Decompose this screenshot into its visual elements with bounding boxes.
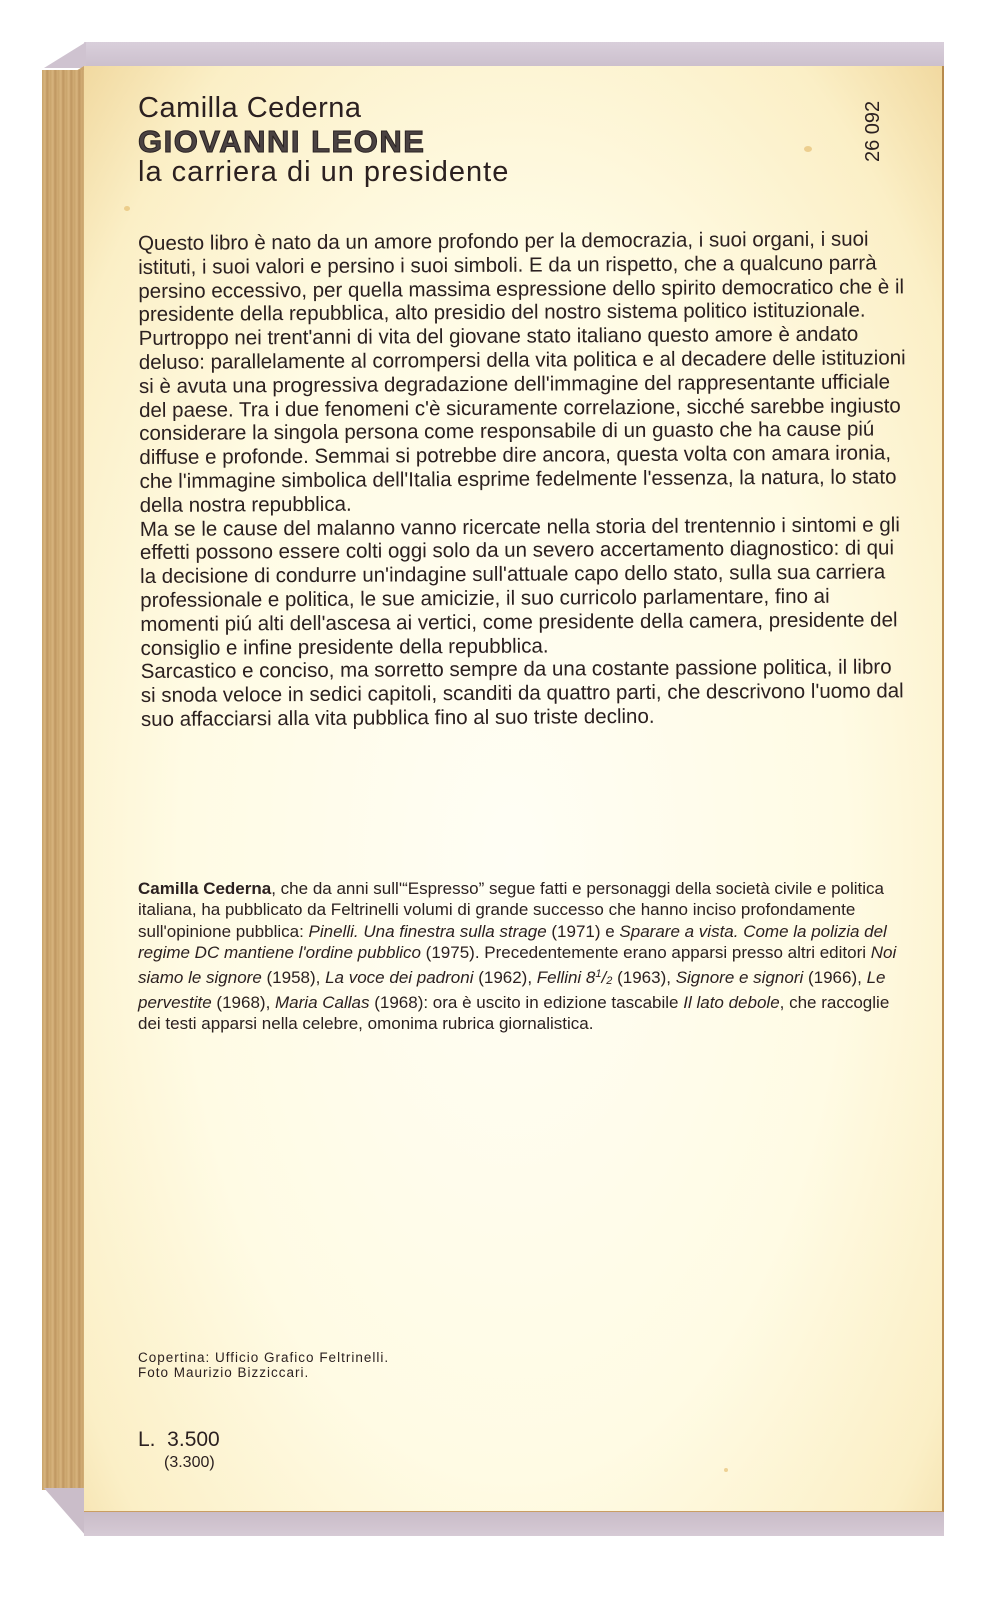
blurb-paragraph: Sarcastico e conciso, ma sorretto sempre da una costante passione politica, il libro si snoda veloce in sedici capitoli, scanditi da quattro parti, che descrivono l'uomo dal suo affacciarsi alla vita pubblica fino al suo triste declino. (140, 655, 904, 731)
catalog-code: 26 092 (862, 100, 884, 162)
cover-design-credit: Copertina: Ufficio Grafico Feltrinelli. (138, 1350, 390, 1365)
bio-text: , che da anni sull'“Espresso” segue fatti e personaggi della società civile e politica italiana, ha pubblicato da Feltrinelli volumi di grande successo che hanno inciso profondamente sull'opinione pubblica: (138, 879, 884, 941)
bio-text: (1963), (612, 967, 676, 987)
book-title-ref: Le pervestite (138, 967, 886, 1013)
book-title-ref: Pinelli. Una finestra sulla strage (308, 921, 547, 941)
previous-price: (3.300) (164, 1454, 215, 1471)
fraction-numerator: 1 (595, 967, 602, 980)
blurb-paragraph: Purtroppo nei trent'anni di vita del giovane stato italiano questo amore è andato deluso: parallelamente al corrompersi della vita politica e al decadere delle istituzioni si è avuta una progressiva degradazione dell'immagine del rappresentante ufficiale del paese. Tra i due fenomeni c'è sicuramente correlazione, sicché sarebbe ingiusto considerare la singola persona come responsabile di un guasto che ha cause piú diffuse e profonde. Semmai si potrebbe dire ancora, questa volta con amara ironia, che l'immagine simbolica dell'Italia esprime fedelmente l'essenza, la natura, lo stato della nostra repubblica. (138, 322, 906, 517)
credits (138, 1350, 389, 1380)
book-title-ref: Fellini $8^1/2$ (536, 967, 613, 987)
bio-text: (1968), (211, 993, 276, 1013)
book-title-ref: Il lato debole (683, 993, 780, 1013)
back-cover (84, 66, 944, 1512)
book-title-ref: Signore e signori (675, 967, 804, 987)
bottom-edge-slant (44, 1488, 86, 1536)
top-edge-shadow (84, 42, 944, 68)
fellini-title: Fellini 8 (536, 967, 596, 987)
bio-text: (1966), (803, 967, 867, 987)
bio-text: (1962), (473, 967, 537, 987)
bio-text: , che raccoglie dei testi apparsi nella celebre, omonima rubrica giornalistica. (138, 993, 890, 1034)
bio-author-name: Camilla Cederna (138, 879, 272, 898)
bio-text: (1968): ora è uscito in edizione tascabile (369, 993, 684, 1013)
book-title-ref: La voce dei padroni (325, 967, 474, 987)
blurb-paragraph: Questo libro è nato da un amore profondo per la democrazia, i suoi organi, i suoi istituti, i suoi valori e persino i suoi simboli. E da un rispetto, che a qualcuno parrà persino eccessivo, per quella massima espressione dello spirito democratico che è il presidente della repubblica, alto presidio del nostro sistema politico istituzionale. (138, 227, 905, 327)
bottom-edge-shadow (84, 1512, 944, 1536)
blurb-paragraph: Ma se le cause del malanno vanno ricercate nella storia del trentennio i sintomi e gli effetti possono essere colti oggi solo da un severo accertamento diagnostico: di qui la decisione di condurre un'indagine sull'attuale capo dello stato, sulla sua carriera professionale e politica, le sue amicizie, il suo curricolo parlamentare, fino ai momenti piú alti dell'ascesa ai vertici, come presidente della camera, presidente del consiglio e infine presidente della repubblica. (139, 512, 900, 660)
photo-credit: Foto Maurizio Bizziccari. (138, 1365, 310, 1380)
book-title-ref: Noi siamo le signore (138, 943, 897, 987)
foxing-spot (724, 1468, 728, 1472)
bio-text: (1975). Precedentemente erano apparsi presso altri editori (420, 943, 871, 963)
bio-text: (1971) e (546, 921, 620, 941)
page-block-edge (42, 70, 84, 1490)
book-title-ref: Maria Callas (275, 993, 370, 1013)
book-title: GIOVANNI LEONE (138, 124, 426, 159)
price: L. 3.500 (138, 1428, 220, 1451)
top-edge-slant (44, 42, 86, 68)
foxing-spot (804, 146, 812, 152)
bio-text: (1958), (261, 967, 326, 987)
author-name: Camilla Cederna (138, 92, 362, 124)
book-title-ref: Sparare a vista. Come la polizia del regime DC mantiene l'ordine pubblico (138, 921, 887, 963)
book-subtitle: la carriera di un presidente (138, 156, 510, 188)
foxing-spot (124, 206, 130, 211)
blurb (138, 227, 911, 731)
author-bio (138, 878, 908, 1035)
fraction-denominator: 2 (606, 974, 613, 987)
